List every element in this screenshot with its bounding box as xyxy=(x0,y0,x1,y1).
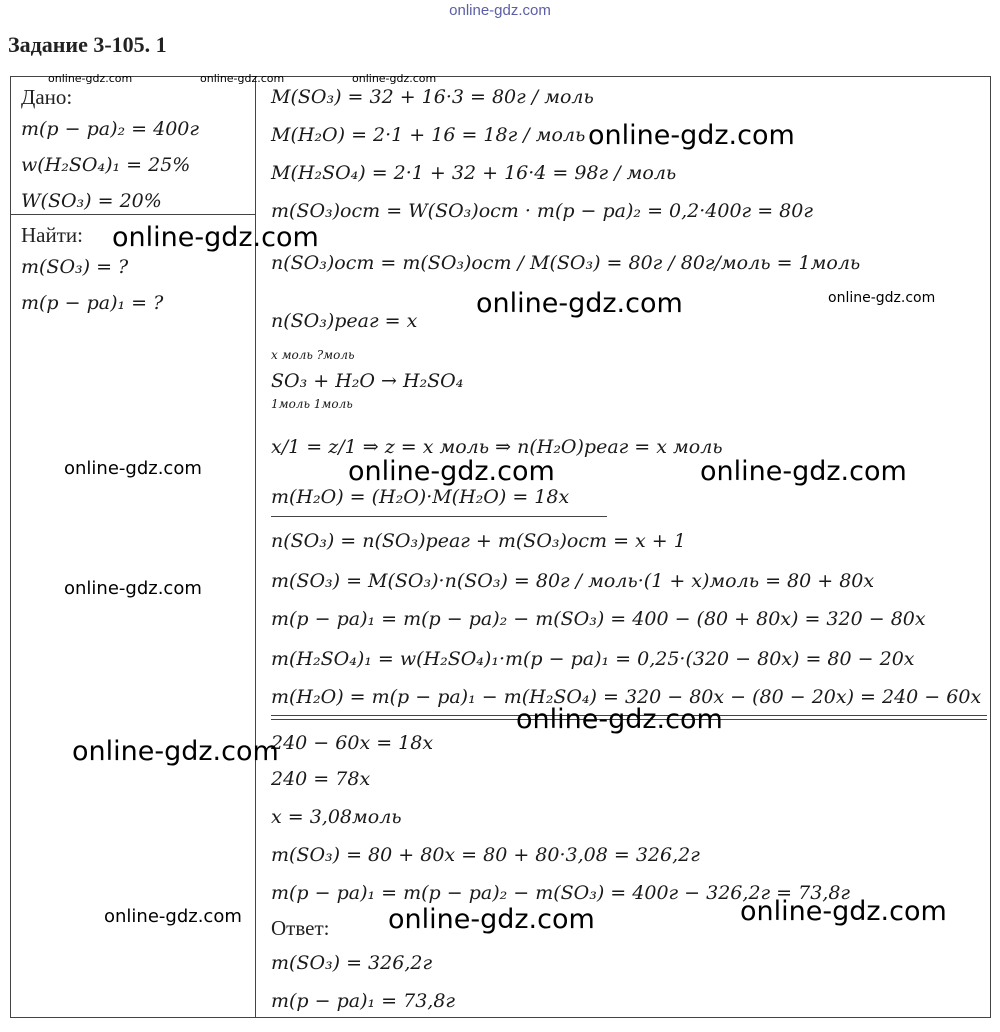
solution-line: m(SO₃) = M(SO₃)·n(SO₃) = 80г / моль·(1 + x)моль = 80 + 80x xyxy=(271,570,875,592)
watermark: online-gdz.com xyxy=(64,458,202,479)
solution-line: M(H₂SO₄) = 2·1 + 32 + 16·4 = 98г / моль xyxy=(271,162,677,184)
watermark: online-gdz.com xyxy=(352,72,437,85)
watermark: online-gdz.com xyxy=(64,578,202,599)
watermark: online-gdz.com xyxy=(476,288,683,319)
solution-line: n(SO₃) = n(SO₃)реаг + m(SO₃)ост = x + 1 xyxy=(271,530,686,552)
column-divider xyxy=(255,77,256,1017)
solution-line: m(H₂O) = m(p − pa)₁ − m(H₂SO₄) = 320 − 80x − (80 − 20x) = 240 − 60x xyxy=(271,686,982,708)
watermark: online-gdz.com xyxy=(588,120,795,151)
watermark: online-gdz.com xyxy=(828,290,936,306)
watermark: online-gdz.com xyxy=(740,896,947,927)
reaction-top-labels: x моль ?моль xyxy=(271,348,355,362)
solution-line: m(p − pa)₁ = m(p − pa)₂ − m(SO₃) = 400г − 326,2г = 73,8г xyxy=(271,882,851,904)
given-section xyxy=(21,83,251,219)
task-title: Задание 3-105. 1 xyxy=(8,32,167,57)
solution-line: n(SO₃)ост = m(SO₃)ост / M(SO₃) = 80г / 80г/моль = 1моль xyxy=(271,252,861,274)
given-solution-mass: m(p − pa)₂ = 400г xyxy=(21,118,199,140)
solution-line: M(H₂O) = 2·1 + 16 = 18г / моль xyxy=(271,124,586,146)
watermark: online-gdz.com xyxy=(700,456,907,487)
watermark: online-gdz.com xyxy=(72,736,279,767)
watermark: online-gdz.com xyxy=(348,456,555,487)
watermark: online-gdz.com xyxy=(112,222,319,253)
solution-line: M(SO₃) = 32 + 16·3 = 80г / моль xyxy=(271,86,594,108)
find-solution-mass: m(p − pa)₁ = ? xyxy=(21,292,164,314)
solution-line: x = 3,08моль xyxy=(271,806,402,828)
watermark: online-gdz.com xyxy=(48,72,133,85)
find-so3-mass: m(SO₃) = ? xyxy=(21,256,129,278)
solution-line: m(H₂SO₄)₁ = w(H₂SO₄)₁·m(p − pa)₁ = 0,25·(320 − 80x) = 80 − 20x xyxy=(271,648,915,670)
reaction-equation: SO₃ + H₂O → H₂SO₄ xyxy=(271,370,464,392)
solution-line: m(SO₃) = 80 + 80x = 80 + 80·3,08 = 326,2г xyxy=(271,844,700,866)
given-heading: Дано: xyxy=(21,85,73,109)
underline-rule xyxy=(271,516,607,517)
solution-line: 240 − 60x = 18x xyxy=(271,732,434,754)
solution-line: m(H₂O) = (H₂O)·M(H₂O) = 18x xyxy=(271,486,570,508)
watermark: online-gdz.com xyxy=(200,72,285,85)
watermark: online-gdz.com xyxy=(388,904,595,935)
solution-line: m(SO₃)ост = W(SO₃)ост · m(p − pa)₂ = 0,2·400г = 80г xyxy=(271,200,813,222)
solution-line: n(SO₃)реаг = x xyxy=(271,310,418,332)
watermark: online-gdz.com xyxy=(516,704,723,735)
given-so3-fraction: W(SO₃) = 20% xyxy=(21,190,162,212)
site-watermark-top: online-gdz.com xyxy=(449,2,551,19)
solution-line: 240 = 78x xyxy=(271,768,371,790)
answer-line: m(p − pa)₁ = 73,8г xyxy=(271,990,456,1012)
reaction-bottom-labels: 1моль 1моль xyxy=(271,397,353,411)
find-heading: Найти: xyxy=(21,223,83,247)
solution-sheet xyxy=(10,76,991,1018)
watermark: online-gdz.com xyxy=(104,906,242,927)
answer-line: m(SO₃) = 326,2г xyxy=(271,952,433,974)
given-acid-fraction: w(H₂SO₄)₁ = 25% xyxy=(21,154,191,176)
answer-heading: Ответ: xyxy=(271,916,330,940)
solution-line: m(p − pa)₁ = m(p − pa)₂ − m(SO₃) = 400 − (80 + 80x) = 320 − 80x xyxy=(271,608,926,630)
solution-line: x/1 = z/1 ⇒ z = x моль ⇒ n(H₂O)реаг = x моль xyxy=(271,436,723,458)
